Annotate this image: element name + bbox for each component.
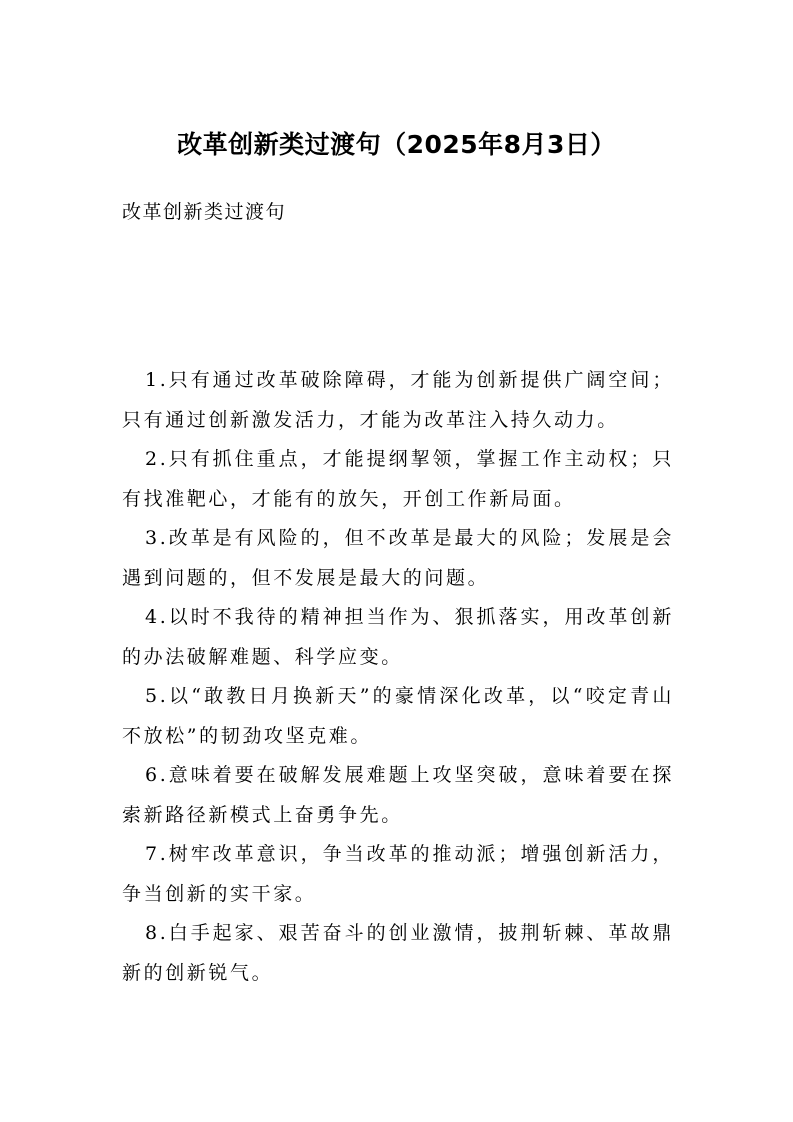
paragraph-1: 1.只有通过改革破除障碍，才能为创新提供广阔空间；只有通过创新激发活力，才能为改革注入持久动力。 <box>122 369 674 431</box>
paragraph-6: 6.意味着要在破解发展难题上攻坚突破，意味着要在探索新路径新模式上奋勇争先。 <box>122 764 674 826</box>
paragraph-4: 4.以时不我待的精神担当作为、狠抓落实，用改革创新的办法破解难题、科学应变。 <box>122 606 674 668</box>
document-subtitle: 改革创新类过渡句 <box>122 201 287 223</box>
document-title: 改革创新类过渡句（2025年8月3日） <box>177 130 616 159</box>
document-body <box>122 361 674 993</box>
paragraph-3: 3.改革是有风险的，但不改革是最大的风险；发展是会遇到问题的，但不发展是最大的问题。 <box>122 527 674 589</box>
paragraph-5: 5.以“敢教日月换新天”的豪情深化改革，以“咬定青山不放松”的韧劲攻坚克难。 <box>122 685 674 747</box>
paragraph-7: 7.树牢改革意识，争当改革的推动派；增强创新活力，争当创新的实干家。 <box>122 843 674 905</box>
paragraph-2: 2.只有抓住重点，才能提纲挈领，掌握工作主动权；只有找准靶心，才能有的放矢，开创工作新局面。 <box>122 448 674 510</box>
paragraph-8: 8.白手起家、艰苦奋斗的创业激情，披荆斩棘、革故鼎新的创新锐气。 <box>122 922 674 984</box>
